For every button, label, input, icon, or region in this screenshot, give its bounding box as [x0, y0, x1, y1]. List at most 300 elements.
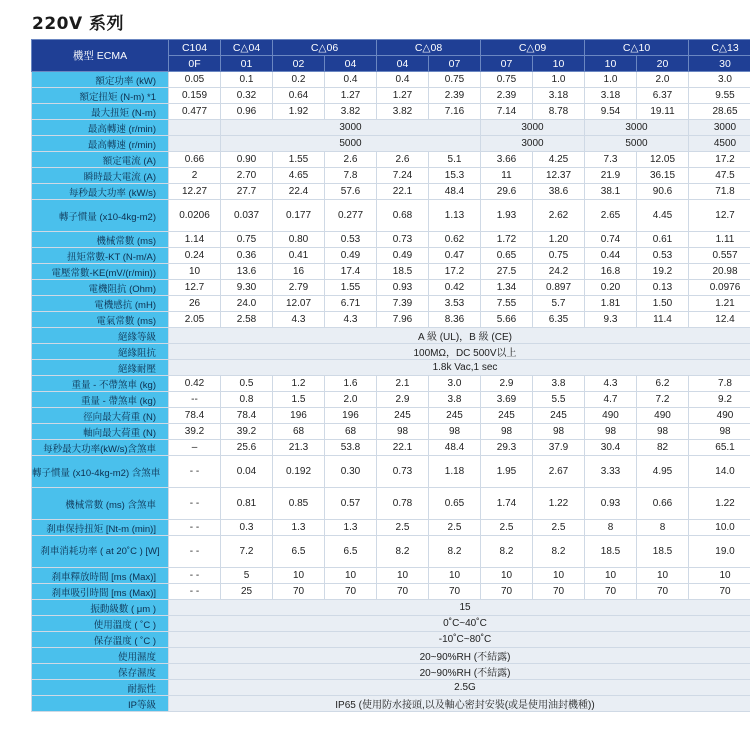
spec-value: 8.2	[429, 536, 481, 568]
spec-value: - -	[169, 584, 221, 600]
spec-value: 2.65	[585, 200, 637, 232]
spec-value: 0.65	[481, 248, 533, 264]
spec-value: 0.93	[377, 280, 429, 296]
spec-value: A 級 (UL)，B 級 (CE)	[169, 328, 750, 344]
spec-row	[32, 440, 750, 456]
model-group-header: C△04	[221, 40, 273, 56]
spec-value: 8.78	[533, 104, 585, 120]
spec-value: 0.53	[637, 248, 689, 264]
spec-value: 0.5	[221, 376, 273, 392]
spec-value: 490	[585, 408, 637, 424]
spec-value: -10˚C~80˚C	[169, 632, 750, 648]
spec-label: 額定功率 (kW)	[32, 72, 169, 88]
spec-value: 18.5	[585, 536, 637, 568]
spec-value: 4500	[689, 136, 750, 152]
spec-value: 490	[689, 408, 750, 424]
spec-value: IP65 (使用防水接頭,以及軸心密封安裝(或是使用油封機種))	[169, 696, 750, 712]
spec-value: 0.75	[429, 72, 481, 88]
spec-value: 10	[481, 568, 533, 584]
spec-value: 7.16	[429, 104, 481, 120]
spec-label: 瞬時最大電流 (A)	[32, 168, 169, 184]
spec-value: 3.18	[585, 88, 637, 104]
spec-value: 11.4	[637, 312, 689, 328]
spec-label: 振動級數 ( μm )	[32, 600, 169, 616]
spec-value: 0.49	[325, 248, 377, 264]
spec-value: 2.39	[481, 88, 533, 104]
spec-value: 2.6	[377, 152, 429, 168]
spec-label: 保存濕度	[32, 664, 169, 680]
spec-value: 37.9	[533, 440, 585, 456]
spec-value: 10	[377, 568, 429, 584]
spec-row	[32, 616, 750, 632]
spec-label: 絕緣阻抗	[32, 344, 169, 360]
spec-value: 0.477	[169, 104, 221, 120]
spec-label: 刹車釋放時間 [ms (Max)]	[32, 568, 169, 584]
spec-value: 39.2	[169, 424, 221, 440]
spec-row	[32, 392, 750, 408]
spec-value: - -	[169, 456, 221, 488]
spec-value: 2.67	[533, 456, 585, 488]
spec-value: 21.3	[273, 440, 325, 456]
spec-label: 每秒最大功率(kW/s)含煞車	[32, 440, 169, 456]
spec-label: 轉子慣量 (x10-4kg-m2) 含煞車	[32, 456, 169, 488]
spec-value	[169, 136, 221, 152]
spec-value: 1.34	[481, 280, 533, 296]
spec-row	[32, 648, 750, 664]
model-sub-header: 02	[273, 56, 325, 72]
spec-value: 38.1	[585, 184, 637, 200]
spec-value: - -	[169, 568, 221, 584]
spec-value: 1.18	[429, 456, 481, 488]
spec-value: 17.2	[429, 264, 481, 280]
spec-row	[32, 152, 750, 168]
spec-value: 0.13	[637, 280, 689, 296]
spec-row	[32, 264, 750, 280]
spec-value: 9.55	[689, 88, 750, 104]
spec-value: 10	[585, 568, 637, 584]
spec-value: 98	[429, 424, 481, 440]
spec-value: 47.5	[689, 168, 750, 184]
spec-value: 6.37	[637, 88, 689, 104]
spec-value: 78.4	[221, 408, 273, 424]
spec-value: 1.92	[273, 104, 325, 120]
model-label: 機型 ECMA	[32, 40, 169, 72]
spec-value: 0.1	[221, 72, 273, 88]
spec-value: 1.95	[481, 456, 533, 488]
spec-value: 24.2	[533, 264, 585, 280]
spec-row	[32, 360, 750, 376]
spec-label: 重量 - 不帶煞車 (kg)	[32, 376, 169, 392]
spec-value: 0.36	[221, 248, 273, 264]
spec-label: 使用濕度	[32, 648, 169, 664]
spec-value: 0.73	[377, 456, 429, 488]
spec-value: 1.3	[273, 520, 325, 536]
spec-value: 2.39	[429, 88, 481, 104]
spec-value: 0.75	[481, 72, 533, 88]
spec-value: 17.2	[689, 152, 750, 168]
spec-value: 0.159	[169, 88, 221, 104]
spec-value: 57.6	[325, 184, 377, 200]
spec-value: 8	[585, 520, 637, 536]
spec-label: 刹車吸引時間 [ms (Max)]	[32, 584, 169, 600]
spec-value: 4.3	[273, 312, 325, 328]
spec-value: 70	[429, 584, 481, 600]
spec-value: 6.2	[637, 376, 689, 392]
model-sub-header: 30	[689, 56, 750, 72]
model-group-header: C△06	[273, 40, 377, 56]
spec-value: 27.7	[221, 184, 273, 200]
spec-value: 1.50	[637, 296, 689, 312]
spec-value: 10.0	[689, 520, 750, 536]
spec-value: 0.47	[429, 248, 481, 264]
spec-value: 18.5	[637, 536, 689, 568]
spec-value: 3000	[585, 120, 689, 136]
spec-value: 7.3	[585, 152, 637, 168]
spec-value: 30.4	[585, 440, 637, 456]
spec-value: 0.557	[689, 248, 750, 264]
spec-value: 3000	[221, 120, 481, 136]
spec-value: 0.897	[533, 280, 585, 296]
spec-value: 1.3	[325, 520, 377, 536]
spec-value: 14.0	[689, 456, 750, 488]
spec-value: 0.3	[221, 520, 273, 536]
spec-value: 4.95	[637, 456, 689, 488]
spec-value: 16.8	[585, 264, 637, 280]
spec-value: 1.11	[689, 232, 750, 248]
spec-value: 71.8	[689, 184, 750, 200]
spec-label: 最大扭矩 (N-m)	[32, 104, 169, 120]
spec-value: 0.8	[221, 392, 273, 408]
spec-value: 7.2	[637, 392, 689, 408]
spec-value: 0.66	[169, 152, 221, 168]
model-sub-header: 04	[377, 56, 429, 72]
spec-value: 1.27	[377, 88, 429, 104]
spec-label: 保存溫度 ( ˚C )	[32, 632, 169, 648]
spec-value: 12.37	[533, 168, 585, 184]
spec-value: 196	[325, 408, 377, 424]
model-sub-header: 20	[637, 56, 689, 72]
spec-value: 21.9	[585, 168, 637, 184]
spec-value: 22.1	[377, 184, 429, 200]
spec-value: 3.82	[325, 104, 377, 120]
model-group-header: C△08	[377, 40, 481, 56]
spec-value: 1.2	[273, 376, 325, 392]
spec-value: 0.96	[221, 104, 273, 120]
spec-row	[32, 600, 750, 616]
spec-value: 2.0	[325, 392, 377, 408]
model-sub-header: 07	[481, 56, 533, 72]
spec-row	[32, 200, 750, 232]
spec-label: 電機感抗 (mH)	[32, 296, 169, 312]
spec-value: 15.3	[429, 168, 481, 184]
spec-value: 4.65	[273, 168, 325, 184]
spec-row	[32, 424, 750, 440]
spec-value: 1.21	[689, 296, 750, 312]
spec-value: 0.24	[169, 248, 221, 264]
spec-value: 0.93	[585, 488, 637, 520]
spec-value: 70	[273, 584, 325, 600]
spec-value: 25.6	[221, 440, 273, 456]
spec-label: 絕緣耐壓	[32, 360, 169, 376]
spec-value: 0.04	[221, 456, 273, 488]
spec-value: 2.05	[169, 312, 221, 328]
spec-value: 68	[325, 424, 377, 440]
spec-row	[32, 664, 750, 680]
spec-row	[32, 568, 750, 584]
spec-value: 2.9	[377, 392, 429, 408]
spec-value: 0.64	[273, 88, 325, 104]
spec-label: 機械常數 (ms)	[32, 232, 169, 248]
spec-value: 70	[377, 584, 429, 600]
spec-row	[32, 72, 750, 88]
spec-row	[32, 248, 750, 264]
spec-value: 29.6	[481, 184, 533, 200]
spec-row	[32, 88, 750, 104]
spec-value: 3000	[689, 120, 750, 136]
spec-value: - -	[169, 520, 221, 536]
spec-value: 7.39	[377, 296, 429, 312]
spec-value: 7.2	[221, 536, 273, 568]
spec-value: 0.62	[429, 232, 481, 248]
spec-row	[32, 408, 750, 424]
spec-value: 3.66	[481, 152, 533, 168]
spec-value: 19.0	[689, 536, 750, 568]
spec-value: 2.5	[533, 520, 585, 536]
model-sub-header: 10	[533, 56, 585, 72]
spec-value: 11	[481, 168, 533, 184]
spec-value: 1.93	[481, 200, 533, 232]
spec-value: 98	[533, 424, 585, 440]
spec-value: 17.4	[325, 264, 377, 280]
spec-value: 70	[325, 584, 377, 600]
spec-value: 5.5	[533, 392, 585, 408]
spec-value: 1.55	[325, 280, 377, 296]
spec-value: 6.35	[533, 312, 585, 328]
spec-value: 2.1	[377, 376, 429, 392]
spec-value: 12.27	[169, 184, 221, 200]
spec-value: 1.72	[481, 232, 533, 248]
spec-value: 0.44	[585, 248, 637, 264]
spec-value: 9.54	[585, 104, 637, 120]
spec-value: 100MΩ，DC 500V以上	[169, 344, 750, 360]
spec-row	[32, 136, 750, 152]
spec-value: 4.45	[637, 200, 689, 232]
spec-value: 3.33	[585, 456, 637, 488]
spec-value: 2.5	[481, 520, 533, 536]
spec-value: 0.4	[325, 72, 377, 88]
spec-value: 196	[273, 408, 325, 424]
spec-label: 最高轉速 (r/min)	[32, 136, 169, 152]
spec-table	[31, 39, 750, 712]
spec-value: 15	[169, 600, 750, 616]
spec-label: 電氣常數 (ms)	[32, 312, 169, 328]
spec-value: 8.36	[429, 312, 481, 328]
spec-value: 39.2	[221, 424, 273, 440]
spec-value: 70	[585, 584, 637, 600]
spec-value: 28.65	[689, 104, 750, 120]
spec-value: 1.0	[533, 72, 585, 88]
spec-value: 82	[637, 440, 689, 456]
spec-value: –	[169, 440, 221, 456]
spec-value: 1.74	[481, 488, 533, 520]
spec-value: 2.79	[273, 280, 325, 296]
spec-row	[32, 328, 750, 344]
spec-value: 0.57	[325, 488, 377, 520]
spec-label: 電機阻抗 (Ohm)	[32, 280, 169, 296]
spec-value: 1.22	[689, 488, 750, 520]
spec-value: 22.4	[273, 184, 325, 200]
spec-value: 1.20	[533, 232, 585, 248]
spec-value: 0.68	[377, 200, 429, 232]
spec-label: 軸向最大荷重 (N)	[32, 424, 169, 440]
header-row-groups	[32, 40, 750, 56]
spec-value: 3.69	[481, 392, 533, 408]
spec-value: 245	[377, 408, 429, 424]
spec-row	[32, 312, 750, 328]
spec-row	[32, 104, 750, 120]
spec-value: 3.8	[533, 376, 585, 392]
model-group-header: C△10	[585, 40, 689, 56]
spec-value: 10	[637, 568, 689, 584]
spec-value: 0.78	[377, 488, 429, 520]
spec-row	[32, 232, 750, 248]
spec-value: 490	[637, 408, 689, 424]
spec-row	[32, 456, 750, 488]
spec-value: 0.75	[221, 232, 273, 248]
model-sub-header: 04	[325, 56, 377, 72]
spec-row	[32, 632, 750, 648]
spec-label: 每秒最大功率 (kW/s)	[32, 184, 169, 200]
spec-value: 5.1	[429, 152, 481, 168]
spec-value: 1.6	[325, 376, 377, 392]
spec-value: 0.32	[221, 88, 273, 104]
spec-row	[32, 488, 750, 520]
spec-value: 0.49	[377, 248, 429, 264]
spec-value: 0.90	[221, 152, 273, 168]
spec-value: 0.30	[325, 456, 377, 488]
spec-value: 26	[169, 296, 221, 312]
spec-value: 0.05	[169, 72, 221, 88]
spec-value: 98	[481, 424, 533, 440]
spec-value: 48.4	[429, 440, 481, 456]
spec-value: 12.07	[273, 296, 325, 312]
spec-row	[32, 280, 750, 296]
spec-value: 245	[533, 408, 585, 424]
spec-value: 1.5	[273, 392, 325, 408]
spec-value: 98	[377, 424, 429, 440]
model-sub-header: 10	[585, 56, 637, 72]
spec-value	[169, 120, 221, 136]
spec-value: 20.98	[689, 264, 750, 280]
spec-value: 3.8	[429, 392, 481, 408]
spec-value: 0.192	[273, 456, 325, 488]
model-sub-header: 01	[221, 56, 273, 72]
spec-label: 刹車保持扭矩 [Nt-m (min)]	[32, 520, 169, 536]
spec-value: 7.8	[689, 376, 750, 392]
model-group-header: C△09	[481, 40, 585, 56]
spec-value: 5.66	[481, 312, 533, 328]
spec-value: 19.11	[637, 104, 689, 120]
spec-label: 機械常數 (ms) 含煞車	[32, 488, 169, 520]
spec-value: 0.20	[585, 280, 637, 296]
spec-value: 2.0	[637, 72, 689, 88]
spec-value: 2.5	[429, 520, 481, 536]
spec-value: 2.62	[533, 200, 585, 232]
spec-value: 48.4	[429, 184, 481, 200]
spec-value: 68	[273, 424, 325, 440]
spec-value: 8.2	[377, 536, 429, 568]
spec-value: 0.65	[429, 488, 481, 520]
spec-value: 0.53	[325, 232, 377, 248]
spec-value: 38.6	[533, 184, 585, 200]
spec-value: 29.3	[481, 440, 533, 456]
spec-value: 12.4	[689, 312, 750, 328]
spec-value: 1.14	[169, 232, 221, 248]
spec-value: 5.7	[533, 296, 585, 312]
spec-value: 0.41	[273, 248, 325, 264]
spec-value: 0.42	[429, 280, 481, 296]
spec-value: 10	[273, 568, 325, 584]
spec-row	[32, 344, 750, 360]
spec-row	[32, 520, 750, 536]
spec-value: 8.2	[481, 536, 533, 568]
spec-label: 轉子慣量 (x10-4kg-m2)	[32, 200, 169, 232]
spec-value: 0.66	[637, 488, 689, 520]
spec-row	[32, 376, 750, 392]
spec-value: 0.0206	[169, 200, 221, 232]
spec-label: IP等級	[32, 696, 169, 712]
spec-row	[32, 536, 750, 568]
spec-label: 最高轉速 (r/min)	[32, 120, 169, 136]
spec-value: 18.5	[377, 264, 429, 280]
spec-value: 0.61	[637, 232, 689, 248]
spec-value: 70	[689, 584, 750, 600]
spec-value: 3.0	[429, 376, 481, 392]
spec-value: 12.7	[689, 200, 750, 232]
spec-value: 78.4	[169, 408, 221, 424]
spec-value: 10	[689, 568, 750, 584]
spec-label: 耐振性	[32, 680, 169, 696]
spec-value: 0.42	[169, 376, 221, 392]
spec-value: 70	[533, 584, 585, 600]
spec-label: 徑向最大荷重 (N)	[32, 408, 169, 424]
spec-row	[32, 296, 750, 312]
spec-value: 0.2	[273, 72, 325, 88]
spec-value: 6.5	[273, 536, 325, 568]
spec-row	[32, 680, 750, 696]
spec-label: 額定電流 (A)	[32, 152, 169, 168]
model-group-header: C△13	[689, 40, 750, 56]
spec-value: 1.0	[585, 72, 637, 88]
spec-value: - -	[169, 488, 221, 520]
spec-value: 19.2	[637, 264, 689, 280]
spec-value: 2	[169, 168, 221, 184]
spec-value: 8.2	[533, 536, 585, 568]
spec-value: 65.1	[689, 440, 750, 456]
spec-value: - -	[169, 536, 221, 568]
spec-value: 245	[481, 408, 533, 424]
spec-value: 4.7	[585, 392, 637, 408]
spec-value: 98	[637, 424, 689, 440]
spec-value: 9.30	[221, 280, 273, 296]
page-title: 220V 系列	[32, 14, 125, 34]
spec-value: 3.53	[429, 296, 481, 312]
spec-value: 0.85	[273, 488, 325, 520]
spec-row	[32, 584, 750, 600]
spec-value: 7.24	[377, 168, 429, 184]
spec-value: 12.05	[637, 152, 689, 168]
spec-label: 電壓常數-KE(mV/(r/min))	[32, 264, 169, 280]
